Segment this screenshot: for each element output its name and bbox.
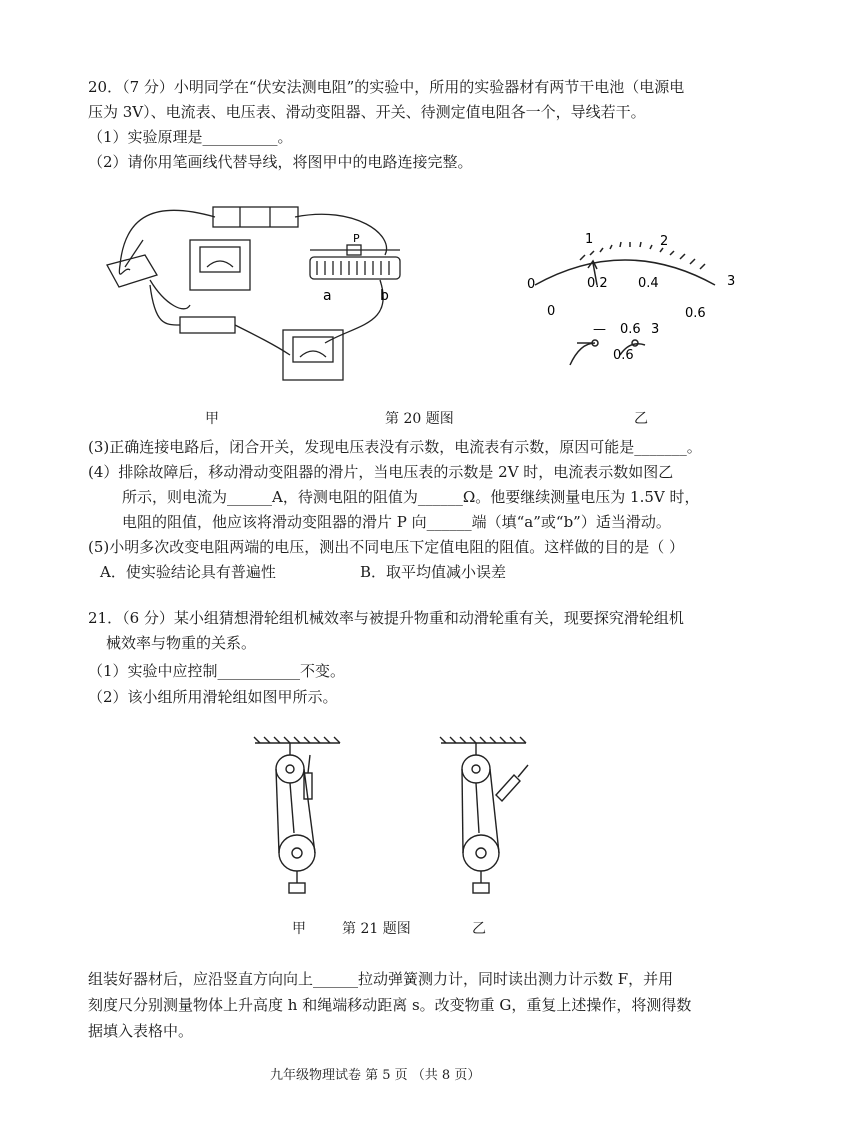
- q20-subq-4-cont-1: 所示，则电流为______A，待测电阻的阻值为______Ω。他要继续测量电压为 1.5V 时，: [122, 488, 700, 506]
- q20-line-1: 20．（7 分）小明同学在“伏安法测电阻”的实验中，所用的实验器材有两节干电池（电源电: [88, 78, 685, 96]
- q21-line-2: 械效率与物重的关系。: [106, 634, 257, 652]
- q20-subq-4-cont-2: 电阻的阻值，他应该将滑动变阻器的滑片 P 向______端（填“a”或“b”）适当滑动。: [122, 513, 671, 531]
- dial-bottom-02: 0.2: [587, 276, 608, 291]
- dial-bottom-04: 0.4: [638, 276, 659, 291]
- circuit-diagram: [95, 195, 435, 405]
- q20-line-2: 压为 3V）、电流表、电压表、滑动变阻器、开关、待测定值电阻各一个，导线若干。: [88, 103, 646, 121]
- terminal-3: 3: [651, 322, 660, 337]
- terminal-label-a: a: [323, 288, 332, 304]
- q20-subq-5: (5)小明多次改变电阻两端的电压，测出不同电压下定值电阻的阻值。这样做的目的是（ ）: [88, 538, 685, 556]
- pulley-system-left: [250, 735, 350, 895]
- q21-para-2: 刻度尺分别测量物体上升高度 h 和绳端移动距离 s。改变物重 G，重复上述操作，将测得数: [88, 996, 692, 1014]
- dial-top-2: 2: [660, 234, 669, 249]
- fig20-label-left: 甲: [205, 411, 219, 427]
- q20-subq-4: (4）排除故障后，移动滑动变阻器的滑片，当电压表的示数是 2V 时，电流表示数如图乙: [88, 463, 674, 481]
- terminal-lower-06: 0.6: [613, 348, 634, 363]
- dial-top-1: 1: [585, 232, 594, 247]
- q20-option-a: A．使实验结论具有普遍性: [100, 563, 276, 581]
- dial-top-3: 3: [727, 274, 736, 289]
- q20-option-b: B．取平均值减小误差: [360, 563, 507, 581]
- q21-line-1: 21．（6 分）某小组猜想滑轮组机械效率与被提升物重和动滑轮重有关，现要探究滑轮组机: [88, 609, 684, 627]
- fig21-label-right: 乙: [472, 921, 486, 937]
- dial-bottom-06: 0.6: [685, 306, 706, 321]
- fig21-caption: 第 21 题图: [342, 921, 411, 937]
- terminal-minus: —: [593, 322, 606, 337]
- fig20-label-right: 乙: [634, 411, 648, 427]
- q21-para-1: 组装好器材后，应沿竖直方向向上______拉动弹簧测力计，同时读出测力计示数 F，并用: [88, 970, 674, 988]
- q21-para-3: 据填入表格中。: [88, 1022, 194, 1040]
- slider-label-p: P: [353, 232, 360, 245]
- ammeter-dial: [505, 225, 755, 375]
- page-footer: 九年级物理试卷 第 5 页 （共 8 页）: [270, 1068, 481, 1083]
- terminal-label-b: b: [380, 288, 389, 304]
- pulley-system-right: [436, 735, 546, 895]
- q20-subq-3: (3)正确连接电路后，闭合开关，发现电压表没有示数，电流表有示数，原因可能是_______。: [88, 438, 702, 456]
- q21-subq-1: （1）实验中应控制___________不变。: [88, 662, 346, 680]
- terminal-06: 0.6: [620, 322, 641, 337]
- dial-top-0: 0: [527, 277, 536, 292]
- q20-subq-1: （1）实验原理是__________。: [88, 128, 293, 146]
- q21-subq-2: （2）该小组所用滑轮组如图甲所示。: [88, 688, 338, 706]
- fig21-label-left: 甲: [292, 921, 306, 937]
- dial-bottom-0: 0: [547, 304, 556, 319]
- fig20-caption: 第 20 题图: [385, 411, 454, 427]
- q20-subq-2: （2）请你用笔画线代替导线，将图甲中的电路连接完整。: [88, 153, 473, 171]
